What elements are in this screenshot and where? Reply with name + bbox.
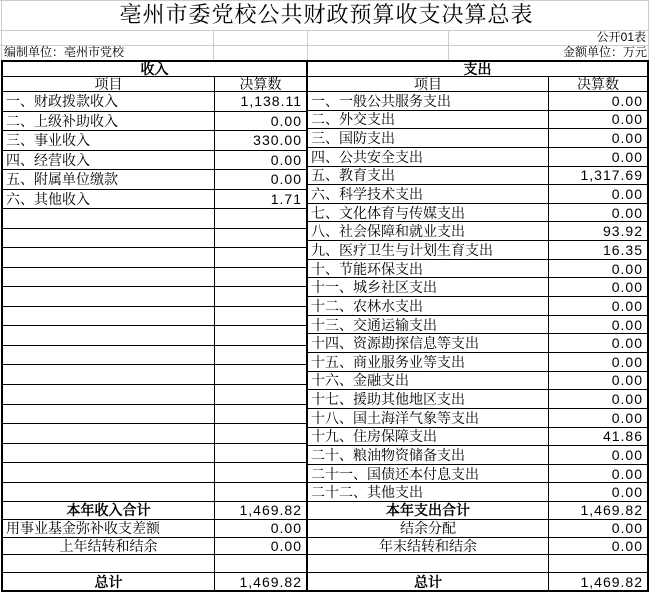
row-item-label <box>3 248 214 267</box>
row-amount-value: 1,317.69 <box>548 167 647 185</box>
income-table-row <box>3 229 306 249</box>
summary-label: 本年收入合计 <box>66 502 151 519</box>
expense-table-row <box>308 297 647 316</box>
income-table-row <box>3 248 306 268</box>
row-item-label: 六、其他收入 <box>6 190 90 207</box>
row-amount-value: 0.00 <box>548 92 647 110</box>
income-summary-row <box>3 502 306 520</box>
row-amount-value <box>214 483 306 502</box>
income-item-column-header: 项目 <box>94 77 123 91</box>
row-amount-value <box>214 444 306 463</box>
summary-label: 本年支出合计 <box>386 502 470 519</box>
row-item-label: 二、上级补助收入 <box>6 112 118 129</box>
expense-column-header <box>308 77 647 92</box>
row-amount-value <box>214 229 306 248</box>
row-item-label: 八、社会保障和就业支出 <box>311 223 465 240</box>
expense-summary-row <box>308 502 647 520</box>
row-item-label: 三、国防支出 <box>311 130 395 147</box>
income-summary-row <box>3 555 306 573</box>
income-amount-column-header: 决算数 <box>214 77 306 91</box>
summary-value: 0.00 <box>214 538 306 555</box>
expense-table-row <box>308 129 647 148</box>
expense-table-row <box>308 334 647 353</box>
row-item-label: 七、文化体育与传媒支出 <box>311 204 465 221</box>
expense-table-row <box>308 465 647 484</box>
row-item-label: 十三、交通运输支出 <box>311 316 437 333</box>
row-item-label <box>3 268 214 287</box>
income-table-row <box>3 463 306 483</box>
page-title: 亳州市委党校公共财政预算收支决算总表 <box>119 2 534 27</box>
summary-value <box>214 555 306 572</box>
row-amount-value: 41.86 <box>548 428 647 446</box>
row-item-label <box>3 209 214 228</box>
row-amount-value <box>214 268 306 287</box>
row-item-label <box>3 365 214 384</box>
summary-value: 1,469.82 <box>214 502 306 519</box>
income-table-row <box>3 170 306 190</box>
row-item-label: 一、财政拨款收入 <box>6 93 118 110</box>
summary-label <box>308 555 548 572</box>
row-amount-value: 16.35 <box>548 241 647 259</box>
row-item-label <box>3 326 214 345</box>
row-amount-value: 0.00 <box>548 334 647 352</box>
income-summary-row <box>3 538 306 556</box>
row-item-label <box>3 346 214 365</box>
row-amount-value: 1,138.11 <box>214 92 306 111</box>
row-item-label <box>3 229 214 248</box>
row-amount-value: 93.92 <box>548 222 647 240</box>
row-item-label: 十五、商业服务业等支出 <box>311 353 465 370</box>
meta-row <box>4 45 647 60</box>
expense-amount-column-header: 决算数 <box>548 77 647 91</box>
row-item-label <box>3 307 214 326</box>
row-item-label: 二十、粮油物资储备支出 <box>311 447 465 463</box>
summary-value: 0.00 <box>214 520 306 537</box>
row-amount-value <box>214 385 306 404</box>
expense-table-row <box>308 446 647 465</box>
row-item-label: 十七、援助其他地区支出 <box>311 391 465 408</box>
expense-rows <box>308 92 647 502</box>
prepared-by-label: 编制单位：亳州市党校 <box>4 45 125 59</box>
row-item-label: 一、一般公共服务支出 <box>311 92 451 109</box>
income-table-row <box>3 326 306 346</box>
summary-label <box>3 555 214 572</box>
row-item-label: 四、经营收入 <box>6 151 90 168</box>
row-amount-value <box>214 463 306 482</box>
expense-summary-row <box>308 555 647 573</box>
row-amount-value: 0.00 <box>214 151 306 170</box>
summary-label: 结余分配 <box>400 520 456 537</box>
income-table-row <box>3 405 306 425</box>
summary-label: 上年结转和结余 <box>59 538 158 554</box>
summary-label: 总计 <box>94 573 123 590</box>
income-table-row <box>3 190 306 210</box>
expense-summary-rows <box>308 502 647 590</box>
row-item-label: 九、医疗卫生与计划生育支出 <box>311 241 493 258</box>
budget-summary-table <box>1 60 649 592</box>
row-item-label: 十四、资源勘探信息等支出 <box>311 335 479 352</box>
row-amount-value <box>214 424 306 443</box>
expense-table-row <box>308 185 647 204</box>
income-table-row <box>3 287 306 307</box>
income-table-row <box>3 365 306 385</box>
row-amount-value: 0.00 <box>548 204 647 222</box>
income-section-header: 收入 <box>3 62 306 77</box>
expense-table-row <box>308 409 647 428</box>
row-item-label: 十九、住房保障支出 <box>311 428 437 445</box>
amount-unit-label: 金额单位：万元 <box>562 45 647 59</box>
row-item-label <box>3 385 214 404</box>
expense-table-row <box>308 428 647 447</box>
row-amount-value <box>214 209 306 228</box>
income-table-row <box>3 92 306 112</box>
row-amount-value <box>214 287 306 306</box>
row-item-label: 十八、国土海洋气象等支出 <box>311 409 479 426</box>
sheet-code-label: 公开01表 <box>596 30 646 44</box>
summary-value: 1,469.82 <box>548 502 647 519</box>
income-table-row <box>3 444 306 464</box>
expense-table-row <box>308 260 647 279</box>
row-item-label: 十一、城乡社区支出 <box>311 279 437 296</box>
income-table-row <box>3 209 306 229</box>
summary-value: 0.00 <box>548 538 647 555</box>
row-amount-value <box>214 346 306 365</box>
row-item-label: 十、节能环保支出 <box>311 260 423 277</box>
summary-label: 年末结转和结余 <box>379 538 477 554</box>
income-table-row <box>3 424 306 444</box>
row-amount-value: 0.00 <box>548 260 647 278</box>
row-amount-value: 330.00 <box>214 131 306 150</box>
row-amount-value: 0.00 <box>548 465 647 483</box>
row-item-label <box>3 463 214 482</box>
expense-table-row <box>308 390 647 409</box>
income-table-row <box>3 346 306 366</box>
expense-table-row <box>308 204 647 223</box>
summary-value: 1,469.82 <box>214 573 306 590</box>
income-table-row <box>3 385 306 405</box>
row-amount-value: 0.00 <box>548 185 647 203</box>
row-amount-value: 0.00 <box>548 148 647 166</box>
row-amount-value: 0.00 <box>548 446 647 464</box>
row-amount-value: 0.00 <box>548 353 647 371</box>
income-table-row <box>3 483 306 503</box>
expense-table-row <box>308 372 647 391</box>
row-item-label: 二、外交支出 <box>311 111 395 128</box>
row-amount-value: 0.00 <box>548 483 647 501</box>
expense-table-row <box>308 92 647 111</box>
expense-table-row <box>308 241 647 260</box>
summary-value: 0.00 <box>548 520 647 537</box>
row-amount-value <box>214 307 306 326</box>
row-item-label: 六、科学技术支出 <box>311 186 423 203</box>
row-item-label: 三、事业收入 <box>6 132 90 149</box>
row-item-label: 四、公共安全支出 <box>311 148 423 165</box>
expense-table-row <box>308 167 647 186</box>
row-amount-value: 0.00 <box>548 111 647 129</box>
row-item-label: 十六、金融支出 <box>311 372 409 389</box>
row-item-label <box>3 424 214 443</box>
row-amount-value <box>214 248 306 267</box>
income-table-row <box>3 268 306 288</box>
row-amount-value <box>214 326 306 345</box>
summary-value: 1,469.82 <box>548 573 647 590</box>
expense-summary-row <box>308 538 647 556</box>
income-table-row <box>3 112 306 132</box>
income-table-row <box>3 131 306 151</box>
row-amount-value: 0.00 <box>548 316 647 334</box>
expense-table-row <box>308 148 647 167</box>
row-amount-value <box>214 365 306 384</box>
expense-table-row <box>308 316 647 335</box>
expense-table-row <box>308 483 647 502</box>
row-amount-value: 0.00 <box>548 278 647 296</box>
expense-table-row <box>308 278 647 297</box>
income-section <box>3 62 308 590</box>
expense-table-row <box>308 353 647 372</box>
income-rows <box>3 92 306 502</box>
row-amount-value <box>214 405 306 424</box>
expense-summary-row <box>308 520 647 538</box>
expense-table-row <box>308 111 647 130</box>
row-item-label: 十二、农林水支出 <box>311 297 423 314</box>
row-item-label <box>3 483 214 502</box>
row-item-label <box>3 444 214 463</box>
income-table-row <box>3 151 306 171</box>
row-item-label: 五、附属单位缴款 <box>6 171 118 188</box>
income-summary-row <box>3 520 306 538</box>
expense-section <box>308 62 647 590</box>
expense-table-row <box>308 222 647 241</box>
expense-section-header: 支出 <box>308 62 647 77</box>
row-item-label: 二十二、其他支出 <box>311 484 423 501</box>
row-amount-value: 0.00 <box>548 297 647 315</box>
summary-label: 总计 <box>414 573 442 590</box>
row-item-label <box>3 287 214 306</box>
income-column-header <box>3 77 306 92</box>
expense-summary-row <box>308 573 647 590</box>
summary-value <box>548 555 647 572</box>
row-amount-value: 0.00 <box>214 170 306 189</box>
expense-item-column-header: 项目 <box>414 77 442 91</box>
income-summary-row <box>3 573 306 590</box>
row-amount-value: 0.00 <box>548 409 647 427</box>
income-table-row <box>3 307 306 327</box>
row-amount-value: 0.00 <box>548 129 647 147</box>
row-amount-value: 0.00 <box>548 390 647 408</box>
row-amount-value: 0.00 <box>214 112 306 131</box>
row-item-label: 五、教育支出 <box>311 167 395 184</box>
row-amount-value: 1.71 <box>214 190 306 209</box>
row-amount-value: 0.00 <box>548 372 647 390</box>
row-item-label <box>3 405 214 424</box>
summary-label: 用事业基金弥补收支差额 <box>6 520 160 537</box>
income-summary-rows <box>3 502 306 590</box>
row-item-label: 二十一、国债还本付息支出 <box>311 465 479 482</box>
